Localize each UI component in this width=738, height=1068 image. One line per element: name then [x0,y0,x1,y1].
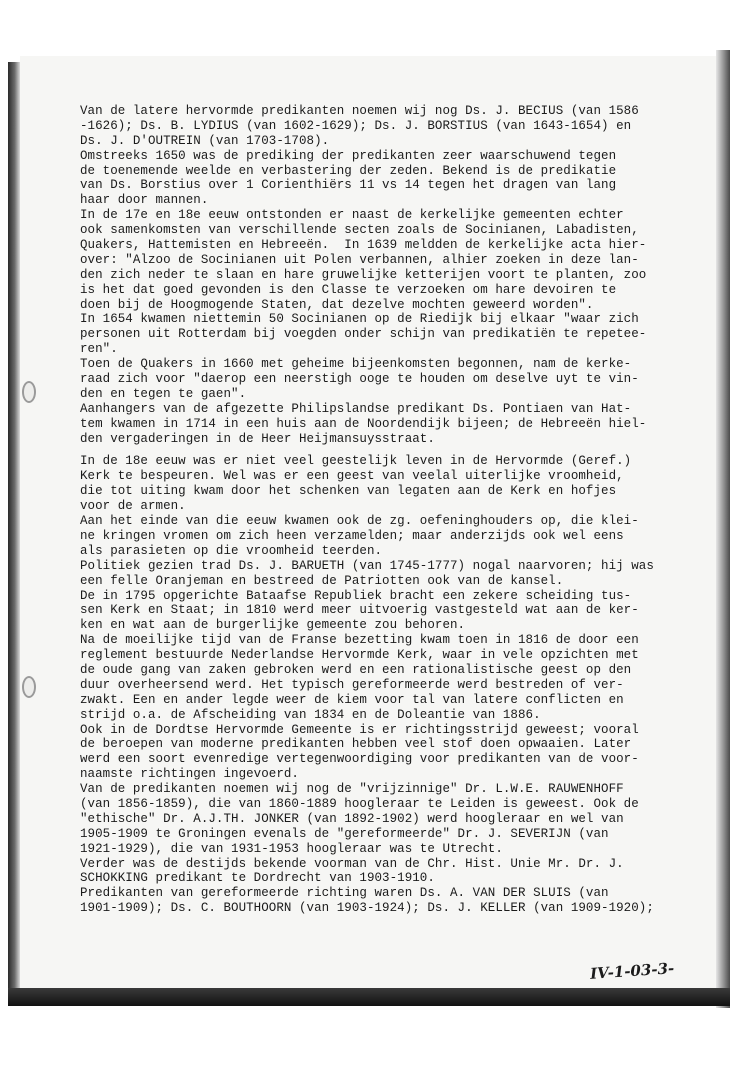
text-line: ne kringen vromen om zich heen verzamelden; maar anderzijds ook wel eens [80,528,624,543]
text-line: De in 1795 opgerichte Bataafse Republiek bracht een zekere scheiding tus- [80,588,632,603]
text-line: haar door mannen. [80,193,209,208]
text-line: Politiek gezien trad Ds. J. BARUETH (van 1745-1777) nogal naarvoren; hij was [80,558,654,573]
text-line: strijd o.a. de Afscheiding van 1834 en de Doleantie van 1886. [80,707,541,722]
text-line: raad zich voor "daerop een neerstigh ooge te houden om deselve uyt te vin- [80,372,639,387]
text-line: Toen de Quakers in 1660 met geheime bijeenkomsten begonnen, nam de kerke- [80,357,632,372]
text-line: Predikanten van gereformeerde richting waren Ds. A. VAN DER SLUIS (van [80,886,609,901]
text-line: ren". [80,342,118,357]
text-line: "ethische" Dr. A.J.TH. JONKER (van 1892-1902) werd hoogleraar en wel van [80,811,624,826]
punch-hole [22,676,36,698]
text-line: In de 18e eeuw was er niet veel geestelijk leven in de Hervormde (Geref.) [80,454,632,469]
document-page [20,56,716,988]
text-line: den vergaderingen in de Heer Heijmansuysstraat. [80,431,435,446]
text-line: Omstreeks 1650 was de prediking der predikanten zeer waarschuwend tegen [80,148,617,163]
handwritten-page-number: IV-1-03-3- [589,959,675,983]
text-line: den en tegen te gaen". [80,386,247,401]
typewritten-text [80,104,720,916]
scan-border-bottom [8,988,730,1006]
text-line: naamste richtingen ingevoerd. [80,767,299,782]
text-line: zwakt. Een en ander legde weer de kiem voor tal van latere conflicten en [80,692,624,707]
text-line: In de 17e en 18e eeuw ontstonden er naast de kerkelijke gemeenten echter [80,208,624,223]
text-line: voor de armen. [80,499,186,514]
text-line: de beroepen van moderne predikanten hebben veel stof doen opwaaien. Later [80,737,632,752]
text-line: Quakers, Hattemisten en Hebreeën. In 1639 meldden de kerkelijke acta hier- [80,238,647,253]
scan-border-left [8,62,20,997]
text-line: van Ds. Borstius over 1 Corienthiërs 11 vs 14 tegen het dragen van lang [80,178,617,193]
text-line: een felle Oranjeman en bestreed de Patriotten ook van de kansel. [80,573,564,588]
text-line: Van de predikanten noemen wij nog de "vrijzinnige" Dr. L.W.E. RAUWENHOFF [80,782,624,797]
text-line: 1905-1909 te Groningen evenals de "gereformeerde" Dr. J. SEVERIJN (van [80,826,609,841]
punch-hole [22,381,36,403]
text-line: Ook in de Dordtse Hervormde Gemeente is er richtingsstrijd geweest; vooral [80,722,639,737]
text-line: als parasieten op die vroomheid teerden. [80,543,383,558]
text-line: SCHOKKING predikant te Dordrecht van 1903-1910. [80,871,435,886]
text-line: sen Kerk en Staat; in 1810 werd meer uitvoerig vastgesteld wat aan de ker- [80,603,639,618]
text-line: Verder was de destijds bekende voorman van de Chr. Hist. Unie Mr. Dr. J. [80,856,624,871]
text-line: Na de moeilijke tijd van de Franse bezetting kwam toen in 1816 de door een [80,633,639,648]
text-line: Ds. J. D'OUTREIN (van 1703-1708). [80,133,330,148]
text-line: werd een soort evenredige vertegenwoordiging voor predikanten van de voor- [80,752,639,767]
text-line: (van 1856-1859), die van 1860-1889 hoogleraar te Leiden is geweest. Ook de [80,796,639,811]
text-line: duur overheersend werd. Het typisch gereformeerde werd bestreden of ver- [80,677,624,692]
text-line: de oude gang van zaken gebroken werd en een rationalistische geest op den [80,662,632,677]
text-line: reglement bestuurde Nederlandse Hervormde Kerk, waar in vele opzichten met [80,648,639,663]
paragraph-gap [80,446,720,454]
text-line: de toenemende weelde en verbastering der zeden. Bekend is de predikatie [80,163,617,178]
text-line: die tot uiting kwam door het schenken van legaten aan de Kerk en hofjes [80,484,617,499]
text-line: is het dat goed gevonden is den Classe te verzoeken om hare devoiren te [80,282,617,297]
text-line: ken en wat aan de burgerlijke gemeente zou behoren. [80,618,466,633]
text-line: tem kwamen in 1714 in een huis aan de Noordendijk bijeen; de Hebreeën hiel- [80,416,647,431]
text-line: personen uit Rotterdam bij voegden onder schijn van predikatiën te repetee- [80,327,647,342]
text-line: Van de latere hervormde predikanten noemen wij nog Ds. J. BECIUS (van 1586 [80,104,639,118]
text-line: over: "Alzoo de Socinianen uit Polen verbannen, alhier zoeken in deze lan- [80,252,639,267]
text-line: Aanhangers van de afgezette Philipslandse predikant Ds. Pontiaen van Hat- [80,401,632,416]
text-line: doen bij de Hoogmogende Staten, dat dezelve mochten geweerd worden". [80,297,594,312]
text-line: In 1654 kwamen niettemin 50 Socinianen op de Riedijk bij elkaar "waar zich [80,312,639,327]
text-line: 1921-1929), die van 1931-1953 hoogleraar was te Utrecht. [80,841,503,856]
text-line: den zich neder te slaan en hare gruwelijke ketterijen voort te planten, zoo [80,267,647,282]
text-line: ook samenkomsten van verschillende secten zoals de Socinianen, Labadisten, [80,223,639,238]
text-line: 1901-1909); Ds. C. BOUTHOORN (van 1903-1924); Ds. J. KELLER (van 1909-1920); [80,901,654,916]
text-line: Aan het einde van die eeuw kwamen ook de zg. oefeninghouders op, die klei- [80,514,639,529]
text-line: -1626); Ds. B. LYDIUS (van 1602-1629); Ds. J. BORSTIUS (van 1643-1654) en [80,118,632,133]
text-line: Kerk te bespeuren. Wel was er een geest van veelal uiterlijke vroomheid, [80,469,624,484]
